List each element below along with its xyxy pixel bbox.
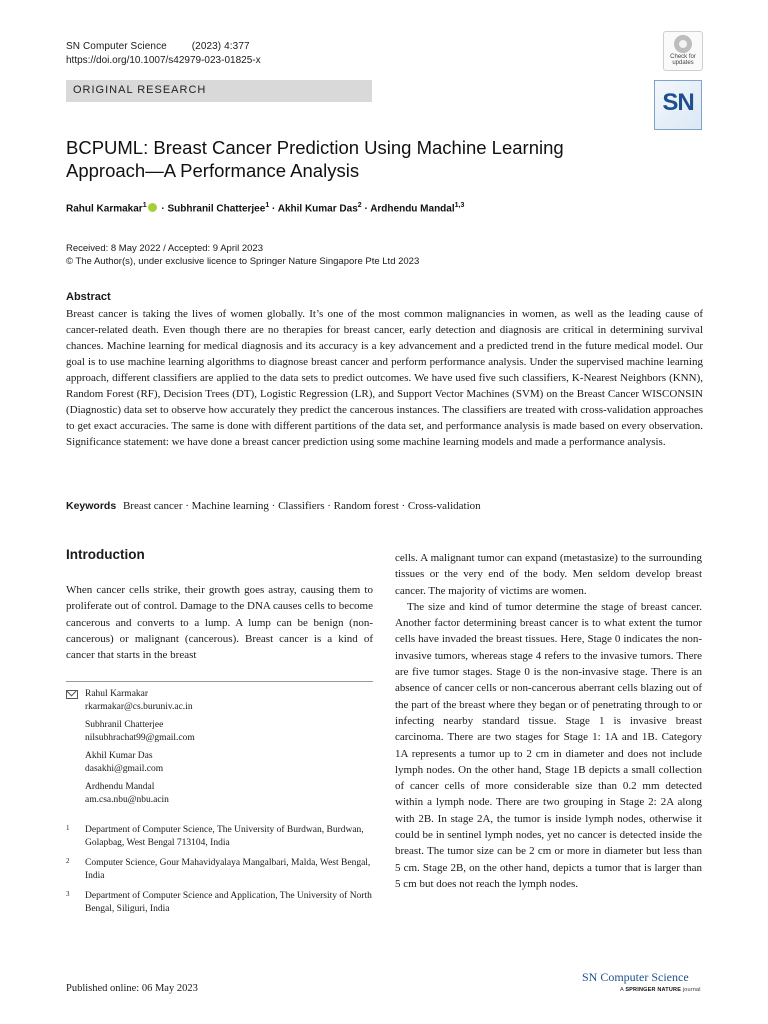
doi-link[interactable]: https://doi.org/10.1007/s42979-023-01825-x <box>66 55 261 66</box>
check-updates-label: Check for updates <box>670 54 696 66</box>
contact-entry <box>85 750 373 776</box>
author-affiliation: 1 <box>142 202 147 209</box>
author-name[interactable]: Rahul Karmakar <box>66 203 143 215</box>
affiliation-entry <box>66 890 373 916</box>
journal-citation <box>66 41 250 52</box>
orcid-icon[interactable] <box>148 203 157 212</box>
introduction-right-column <box>395 550 702 892</box>
check-updates-icon <box>674 35 692 53</box>
contact-entry <box>85 781 373 807</box>
envelope-icon <box>66 690 78 699</box>
article-title: BCPUML: Breast Cancer Prediction Using Machine Learning Approach—A Performance Analysis <box>66 137 564 181</box>
author-affiliation: 2 <box>357 202 362 209</box>
introduction-left-paragraph: When cancer cells strike, their growth goes astray, causing them to proliferate out of control. Damage to the DNA causes cells to become cancerous and converts to a lump. A lump can be benign (non-cancerous) or malignant (cancerous). Breast cancer is a kind of cancer that starts in the breast <box>66 584 373 662</box>
springer-prefix: A <box>620 987 624 993</box>
journal-name: SN Computer Science <box>66 41 167 52</box>
footer-journal-name: SN Computer Science <box>582 970 689 984</box>
author-affiliation: 1 <box>265 202 270 209</box>
affiliation-number: 1 <box>66 824 70 832</box>
contact-email[interactable]: nilsubhrachat99@gmail.com <box>85 733 195 743</box>
affiliation-number: 3 <box>66 890 70 898</box>
volume-info: (2023) 4:377 <box>191 41 250 52</box>
contact-name: Rahul Karmakar <box>85 689 149 699</box>
copyright-notice: © The Author(s), under exclusive licence to Springer Nature Singapore Pte Ltd 2023 <box>66 256 420 267</box>
sn-logo-text: SN <box>662 89 694 116</box>
contact-email[interactable]: dasakhi@gmail.com <box>85 764 164 774</box>
contact-name: Ardhendu Mandal <box>85 782 155 792</box>
contact-email[interactable]: am.csa.nbu@nbu.acin <box>85 795 169 805</box>
author-list: Rahul Karmakar$^1$ · Subhranil Chatterjee$^1$ · Akhil Kumar Das$^2$ · Ardhendu Mandal$^{1,3}$ <box>66 202 465 215</box>
contact-name: Akhil Kumar Das <box>85 751 153 761</box>
contact-entry <box>85 688 373 714</box>
author-name[interactable]: Ardhendu Mandal <box>370 203 455 215</box>
affiliation-text: Computer Science, Gour Mahavidyalaya Mangalbari, Malda, West Bengal, India <box>85 858 371 881</box>
affiliations <box>66 824 373 923</box>
article-type: ORIGINAL RESEARCH <box>73 84 207 96</box>
check-for-updates-badge[interactable] <box>663 31 703 71</box>
affiliation-entry <box>66 857 373 883</box>
footnote-divider <box>66 681 373 682</box>
affiliation-number: 2 <box>66 857 70 865</box>
article-type-banner <box>66 80 372 102</box>
article-dates <box>66 242 419 268</box>
contact-email[interactable]: rkarmakar@cs.buruniv.ac.in <box>85 702 193 712</box>
author-contacts <box>66 688 373 812</box>
springer-nature-mark <box>620 987 701 993</box>
introduction-heading: Introduction <box>66 547 145 562</box>
published-date: Published online: 06 May 2023 <box>66 983 198 994</box>
keywords <box>66 500 703 512</box>
keywords-list: Breast cancer · Machine learning · Classifiers · Random forest · Cross-validation <box>122 500 481 512</box>
springer-suffix: journal <box>682 987 701 993</box>
abstract-heading: Abstract <box>66 291 111 303</box>
keywords-heading: Keywords <box>66 500 117 512</box>
contact-entry <box>85 719 373 745</box>
introduction-paragraph: cells. A malignant tumor can expand (metastasize) to the surrounding tissues or the very end of the body. Men seldom develop breast cancer. The majority of victims are women. <box>395 552 702 597</box>
author-name[interactable]: Akhil Kumar Das <box>277 203 358 215</box>
affiliation-text: Department of Computer Science and Application, The University of North Bengal, Siliguri, India <box>85 891 372 914</box>
author-name[interactable]: Subhranil Chatterjee <box>167 203 266 215</box>
introduction-paragraph: The size and kind of tumor determine the stage of breast cancer. Another factor determining breast cancer is to what extent the tumor cells have invaded the breast tissues. Here, Stage 0 indicates the non-invasive tumors, whereas stage 4 refers to the invasive tumors. There are five tumor stages. Stage 0 is the non-invasive stage. There is an absence of cancer cells or non-cancerous aberrant cells blazing out of the part of the breast where they began or of penetrating through to or infecting nearby standard tissue. Stage 1 is invasive breast carcinoma. There are two stages for Stage 1: 1A and 1B. Category 1A represents a tumor up to 2 cm in diameter and does not include lymph nodes. On the other hand, Stage 1B depicts a small collection of cancer cells of more considerable size than 0.2 mm detected within a lymph node. There are two grouping in Stage 2: 2A along with 2B. In stage 2A, the tumor is inside lymph nodes, otherwise it could be in sentinel lymph nodes, yet no cancer is detected inside the breast. The tumor size can be 2 cm or more in diameter but less than 5 cm. Stage 2B, on the other hand, depicts a tumor that is larger than 5 cm but does not reach the lymph nodes. <box>395 600 702 890</box>
sn-journal-logo <box>654 80 702 130</box>
springer-brand: SPRINGER NATURE <box>625 987 682 993</box>
contact-name: Subhranil Chatterjee <box>85 720 164 730</box>
abstract-text: Breast cancer is taking the lives of women globally. It’s one of the most common malignancies in women, as well as the leading cause of cancer-related death. Even though there are no therapies for breast cancer, early detection and diagnosis are critical in determining survival chances. Machine learning for medical diagnosis and its accuracy is a key advancement and a predicted trend in the future medical model. Our goal is to use machine learning algorithms to diagnose breast cancer and perform performance analysis. Under the supervised machine learning approach, different classifiers are applied to the data sets to predict outcomes. We have used five such classifiers, K-Nearest Neighbors (KNN), Random Forest (RF), Decision Trees (DT), Logistic Regression (LR), and Support Vector Machines (SVM) on the Breast Cancer WISCONSIN (Diagnostic) data set to observe how accurately they predict the cancerous instances. The classifiers are treated with cross-validation approaches to get exact accuracies. The same is done with different partitions of the data set, and performance analysis is made based on every observation. Significance statement: we have done a breast cancer prediction using some machine learning models and made a performance analysis. <box>66 308 703 448</box>
author-affiliation: 1,3 <box>454 202 465 209</box>
affiliation-text: Department of Computer Science, The University of Burdwan, Burdwan, Golapbag, West Bengal 713104, India <box>85 825 364 848</box>
received-accepted: Received: 8 May 2022 / Accepted: 9 April 2023 <box>66 243 263 254</box>
affiliation-entry <box>66 824 373 850</box>
